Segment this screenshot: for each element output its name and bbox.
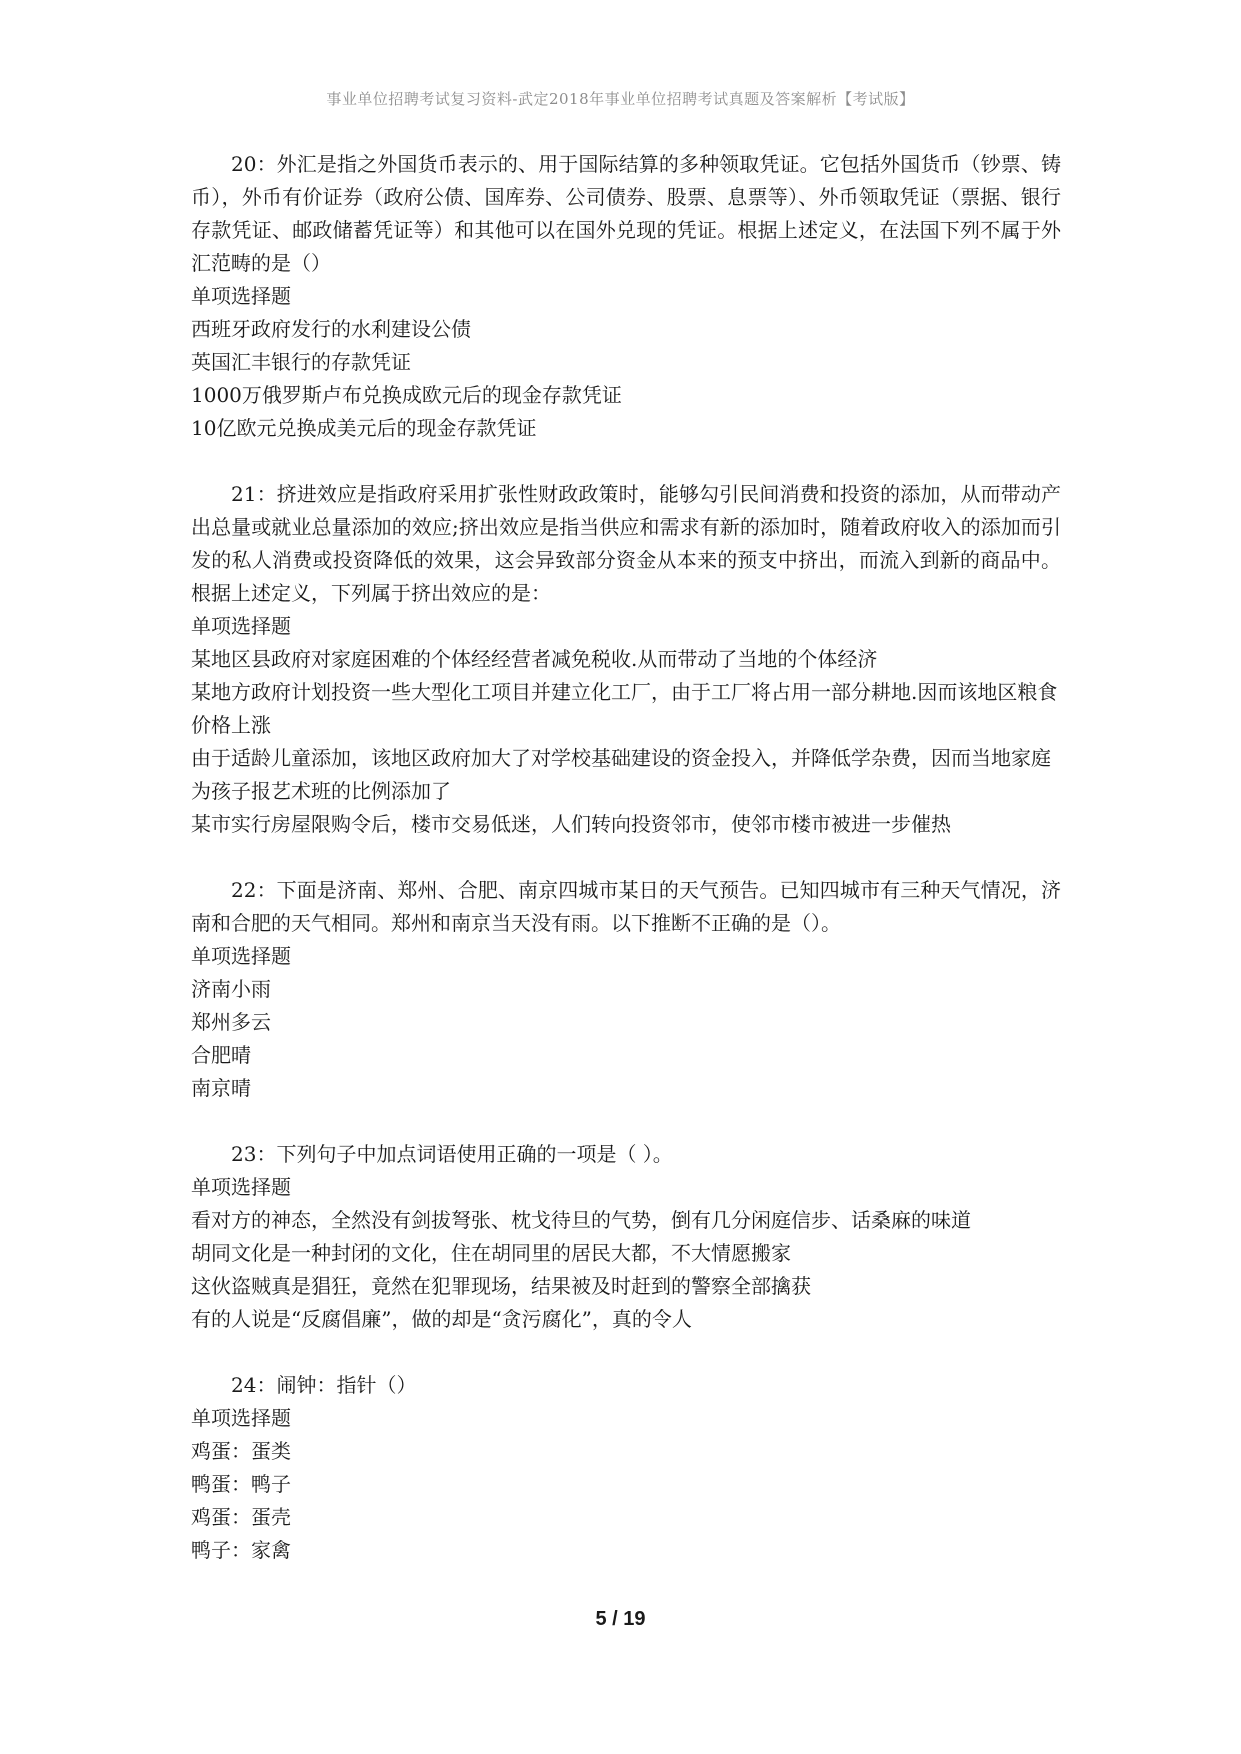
option-b: 英国汇丰银行的存款凭证: [191, 350, 411, 374]
question-stem: 21：挤进效应是指政府采用扩张性财政政策时，能够勾引民间消费和投资的添加，从而带动产出总量或就业总量添加的效应;挤出效应是指当供应和需求有新的添加时，随着政府收入的添加而引发的私人消费或投资降低的效果，这会异致部分资金从本来的预支中挤出，而流入到新的商品中。根据上述定义，下列属于挤出效应的是：: [191, 482, 1061, 605]
question-type: 单项选择题: [191, 1406, 291, 1430]
option-c: 合肥晴: [191, 1043, 251, 1067]
question-stem: 24：闹钟：指针（）: [231, 1373, 417, 1397]
option-b: 某地方政府计划投资一些大型化工项目并建立化工厂，由于工厂将占用一部分耕地.因而该地区粮食价格上涨: [191, 680, 1058, 737]
page-number: 5 / 19: [595, 1608, 646, 1630]
option-c: 1000万俄罗斯卢布兑换成欧元后的现金存款凭证: [191, 383, 622, 407]
page-header: 事业单位招聘考试复习资料-武定2018年事业单位招聘考试真题及答案解析【考试版】: [326, 90, 915, 108]
option-c: 这伙盗贼真是猖狂，竟然在犯罪现场，结果被及时赶到的警察全部擒获: [191, 1274, 811, 1298]
option-d: 南京晴: [191, 1076, 251, 1100]
option-d: 鸭子：家禽: [191, 1538, 291, 1562]
question-24: [191, 1369, 1061, 1567]
option-a: 济南小雨: [191, 977, 271, 1001]
question-list: [191, 148, 1061, 1600]
question-stem: 23：下列句子中加点词语使用正确的一项是（ ）。: [231, 1142, 673, 1166]
question-stem: 22：下面是济南、郑州、合肥、南京四城市某日的天气预告。已知四城市有三种天气情况，济南和合肥的天气相同。郑州和南京当天没有雨。以下推断不正确的是（）。: [191, 878, 1061, 935]
question-type: 单项选择题: [191, 284, 291, 308]
option-d: 某市实行房屋限购令后，楼市交易低迷，人们转向投资邻市，使邻市楼市被进一步催热: [191, 812, 951, 836]
option-a: 西班牙政府发行的水利建设公债: [191, 317, 471, 341]
question-type: 单项选择题: [191, 614, 291, 638]
question-21: [191, 478, 1061, 841]
option-b: 胡同文化是一种封闭的文化，住在胡同里的居民大都，不大情愿搬家: [191, 1241, 791, 1265]
option-d: 有的人说是“反腐倡廉”，做的却是“贪污腐化”，真的令人: [191, 1307, 692, 1331]
question-type: 单项选择题: [191, 944, 291, 968]
question-20: [191, 148, 1061, 445]
option-a: 某地区县政府对家庭困难的个体经经营者减免税收.从而带动了当地的个体经济: [191, 647, 878, 671]
question-23: [191, 1138, 1061, 1336]
option-b: 郑州多云: [191, 1010, 271, 1034]
option-d: 10亿欧元兑换成美元后的现金存款凭证: [191, 416, 537, 440]
option-c: 鸡蛋：蛋壳: [191, 1505, 291, 1529]
option-b: 鸭蛋：鸭子: [191, 1472, 291, 1496]
question-22: [191, 874, 1061, 1105]
question-type: 单项选择题: [191, 1175, 291, 1199]
option-a: 看对方的神态，全然没有剑拔弩张、枕戈待旦的气势，倒有几分闲庭信步、话桑麻的味道: [191, 1208, 971, 1232]
question-stem: 20：外汇是指之外国货币表示的、用于国际结算的多种领取凭证。它包括外国货币（钞票、铸币），外币有价证券（政府公债、国库券、公司债券、股票、息票等）、外币领取凭证（票据、银行存款凭证、邮政储蓄凭证等）和其他可以在国外兑现的凭证。根据上述定义，在法国下列不属于外汇范畴的是（）: [191, 152, 1061, 275]
option-a: 鸡蛋：蛋类: [191, 1439, 291, 1463]
option-c: 由于适龄儿童添加，该地区政府加大了对学校基础建设的资金投入，并降低学杂费，因而当地家庭为孩子报艺术班的比例添加了: [191, 746, 1051, 803]
